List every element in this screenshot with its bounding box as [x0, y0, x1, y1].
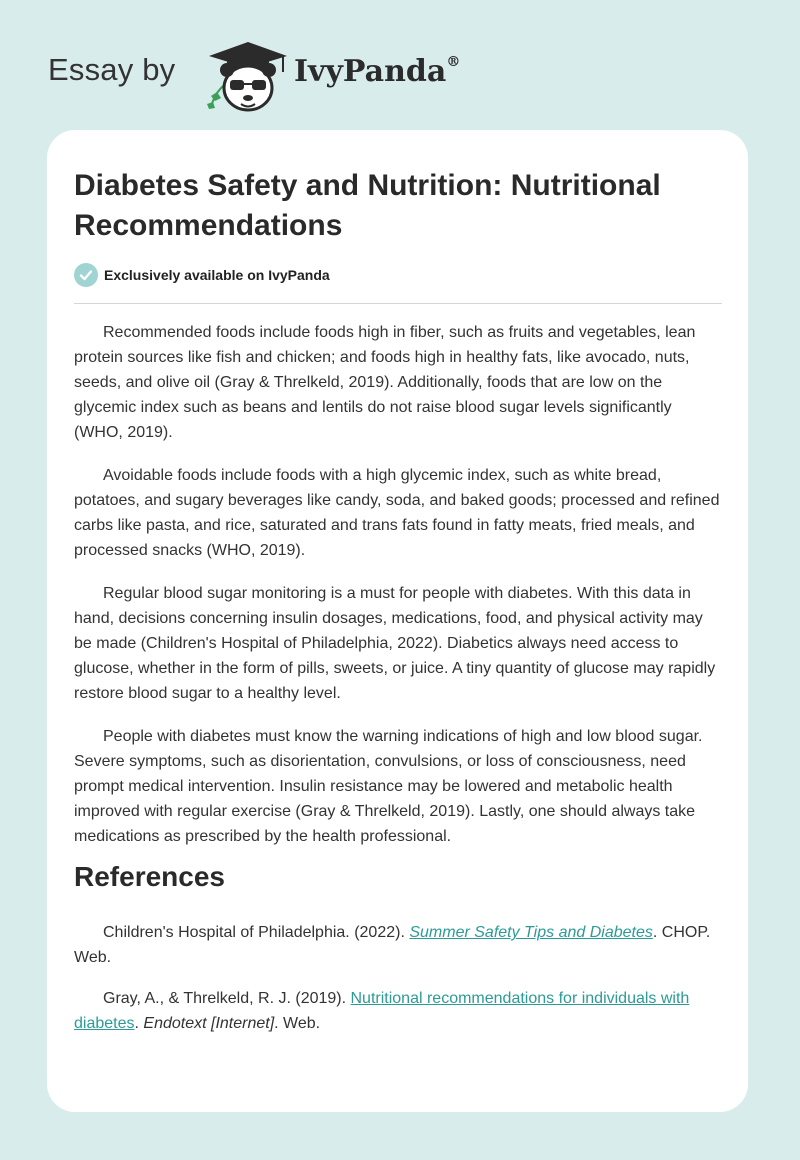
divider: [74, 303, 722, 304]
page-title: Diabetes Safety and Nutrition: Nutritional Recommendations: [74, 169, 661, 242]
reference-mid: .: [134, 1015, 144, 1032]
registered-mark: ®: [446, 54, 461, 70]
panda-graduate-logo-icon[interactable]: [203, 38, 293, 116]
reference-item: [74, 920, 722, 970]
paragraph: People with diabetes must know the warning indications of high and low blood sugar. Severe symptoms, such as disorientation, convulsions, or loss of consciousness, need prompt medical intervention. Insulin resistance may be lowered and metabolic health improved with regular exercise (Gray & Threlkeld, 2019). Lastly, one should always take medications as prescribed by the health professional.: [74, 728, 703, 845]
paragraph: Avoidable foods include foods with a high glycemic index, such as white bread, potatoes, and sugary beverages like candy, soda, and baked goods; processed and refined carbs like pasta, and rice, saturated and trans fats found in fatty meats, fried meals, and processed snacks (WHO, 2019).: [74, 467, 720, 559]
paragraph: Recommended foods include foods high in fiber, such as fruits and vegetables, lean protein sources like fish and chicken; and foods high in healthy fats, like avocado, nuts, seeds, and olive oil (Gray & Threlkeld, 2019). Additionally, foods that are low on the glycemic index such as beans and lentils do not raise blood sugar levels significantly (WHO, 2019).: [74, 324, 696, 441]
brand-name[interactable]: [294, 54, 460, 89]
reference-mid: .: [652, 924, 662, 941]
reference-journal: Endotext [Internet]: [143, 1015, 275, 1032]
reference-link[interactable]: Summer Safety Tips and Diabetes: [409, 924, 653, 941]
reference-prefix: Children's Hospital of Philadelphia. (2022).: [103, 924, 410, 941]
references-heading: References: [74, 861, 225, 892]
brand-name-text: IvyPanda: [294, 54, 447, 89]
paragraph: Regular blood sugar monitoring is a must for people with diabetes. With this data in hand, decisions concerning insulin dosages, medications, food, and physical activity may be made (Children's Hospital of Philadelphia, 2022). Diabetics always need access to glucose, whether in the form of pills, sweets, or juice. A tiny quantity of glucose may rapidly restore blood sugar to a healthy level.: [74, 585, 716, 702]
check-icon: [74, 263, 98, 287]
reference-prefix: Gray, A., & Threlkeld, R. J. (2019).: [103, 990, 351, 1007]
essay-by-label: Essay by: [48, 52, 176, 87]
reference-suffix: CHOP. Web.: [74, 924, 711, 966]
site-header: [48, 34, 748, 114]
reference-link[interactable]: Nutritional recommendations for individuals with diabetes: [74, 990, 690, 1032]
reference-item: [74, 986, 722, 1036]
reference-suffix: . Web.: [274, 1015, 321, 1032]
essay-card: [47, 130, 748, 1112]
essay-body: [74, 320, 722, 867]
exclusive-badge: [74, 262, 330, 288]
badge-label: Exclusively available on IvyPanda: [104, 267, 330, 283]
reference-list: [74, 920, 722, 1052]
